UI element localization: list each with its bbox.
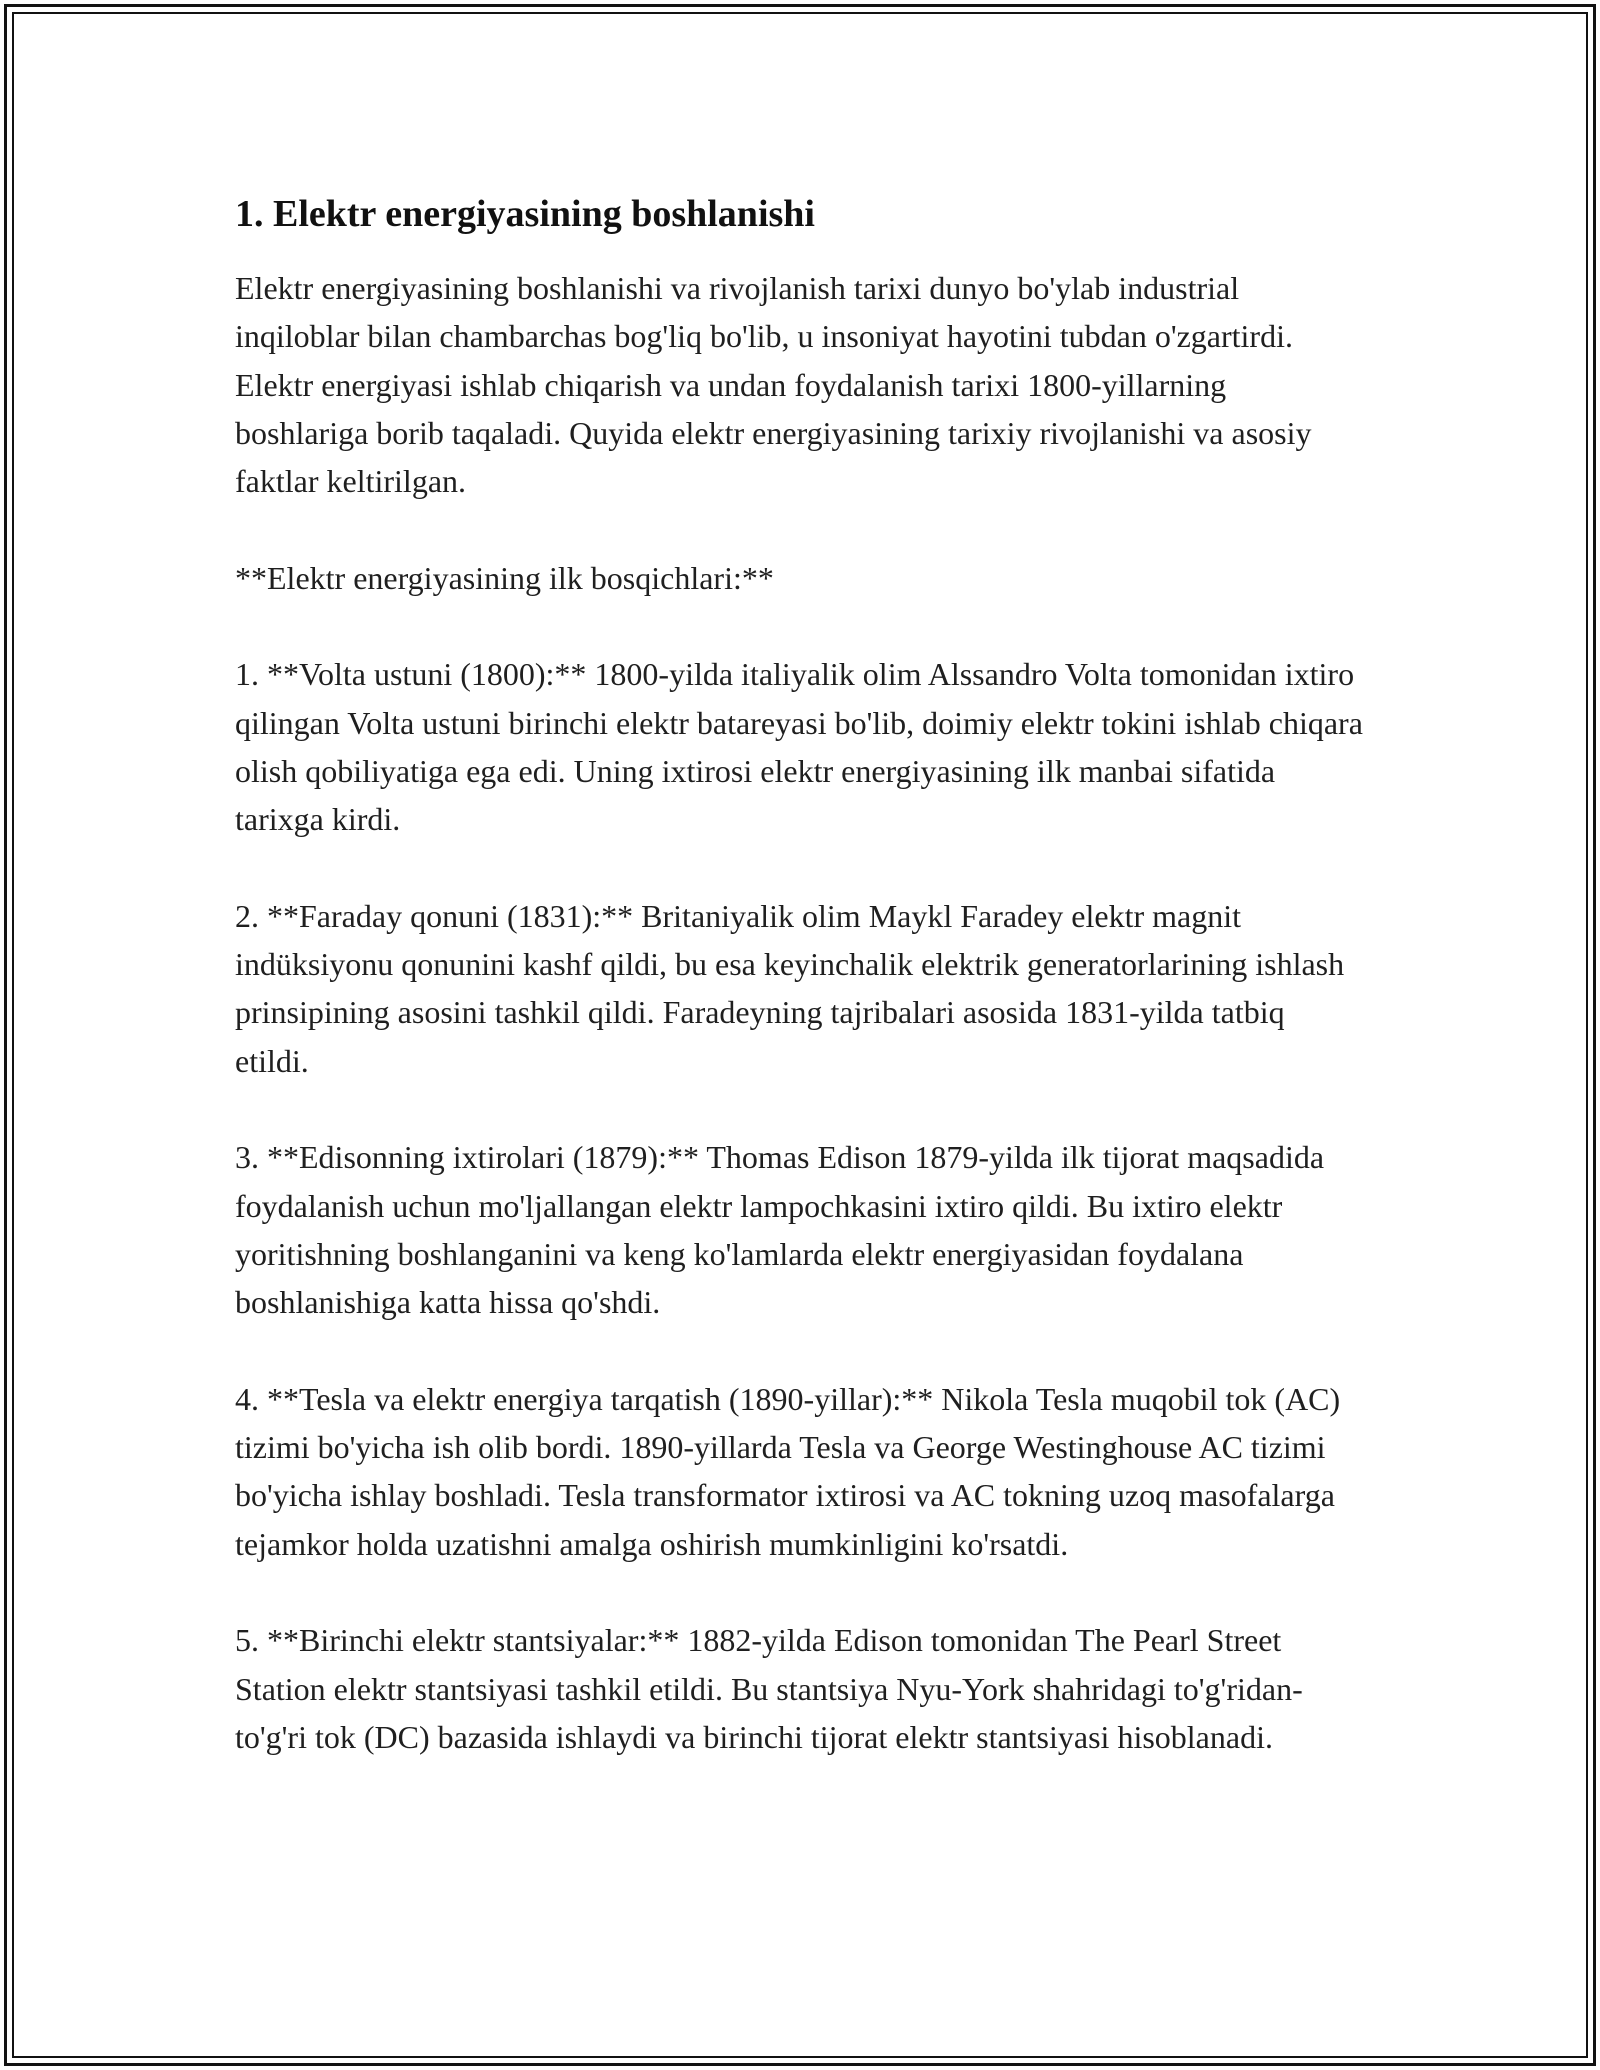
- intro-paragraph: Elektr energiyasining boshlanishi va rivojlanish tarixi dunyo bo'ylab industrial inqiloblar bilan chambarchas bog'liq bo'lib, u insoniyat hayotini tubdan o'zgartirdi. Elektr energiyasi ishlab chiqarish va undan foydalanish tarixi 1800-yillarning boshlariga borib taqaladi. Quyida elektr energiyasining tarixiy rivojlanishi va asosiy faktlar keltirilgan.: [235, 270, 1312, 500]
- subheading-paragraph: **Elektr energiyasining ilk bosqichlari:**: [235, 559, 774, 596]
- list-item-edison: 3. **Edisonning ixtirolari (1879):** Thomas Edison 1879-yilda ilk tijorat maqsadida foydalanish uchun mo'ljallangan elektr lampochkasini ixtiro qildi. Bu ixtiro elektr yoritishning boshlanganini va keng ko'lamlarda elektr energiyasidan foydalana boshlanishiga katta hissa qo'shdi.: [235, 1139, 1325, 1321]
- list-item-faraday: 2. **Faraday qonuni (1831):** Britaniyalik olim Maykl Faradey elektr magnit indüksiyonu qonunini kashf qildi, bu esa keyinchalik elektrik generatorlarining ishlash prinsipining asosini tashkil qildi. Faradeyning tajribalari asosida 1831-yilda tatbiq etildi.: [235, 897, 1345, 1079]
- document-body: [235, 190, 1365, 1761]
- list-item-volta: 1. **Volta ustuni (1800):** 1800-yilda italiyalik olim Alssandro Volta tomonidan ixtiro qilingan Volta ustuni birinchi elektr batareyasi bo'lib, doimiy elektr tokini ishlab chiqara olish qobiliyatiga ega edi. Uning ixtirosi elektr energiyasining ilk manbai sifatida tarixga kirdi.: [235, 656, 1363, 838]
- list-item-power-stations: 5. **Birinchi elektr stantsiyalar:** 1882-yilda Edison tomonidan The Pearl Street Station elektr stantsiyasi tashkil etildi. Bu stantsiya Nyu-York shahridagi to'g'ridan-to'g'ri tok (DC) bazasida ishlaydi va birinchi tijorat elektr stantsiyasi hisoblanadi.: [235, 1622, 1303, 1755]
- section-heading: 1. Elektr energiyasining boshlanishi: [235, 193, 815, 235]
- list-item-tesla: 4. **Tesla va elektr energiya tarqatish (1890-yillar):** Nikola Tesla muqobil tok (AC) tizimi bo'yicha ish olib bordi. 1890-yillarda Tesla va George Westinghouse AC tizimi bo'yicha ishlay boshladi. Tesla transformator ixtirosi va AC tokning uzoq masofalarga tejamkor holda uzatishni amalga oshirish mumkinligini ko'rsatdi.: [235, 1380, 1341, 1562]
